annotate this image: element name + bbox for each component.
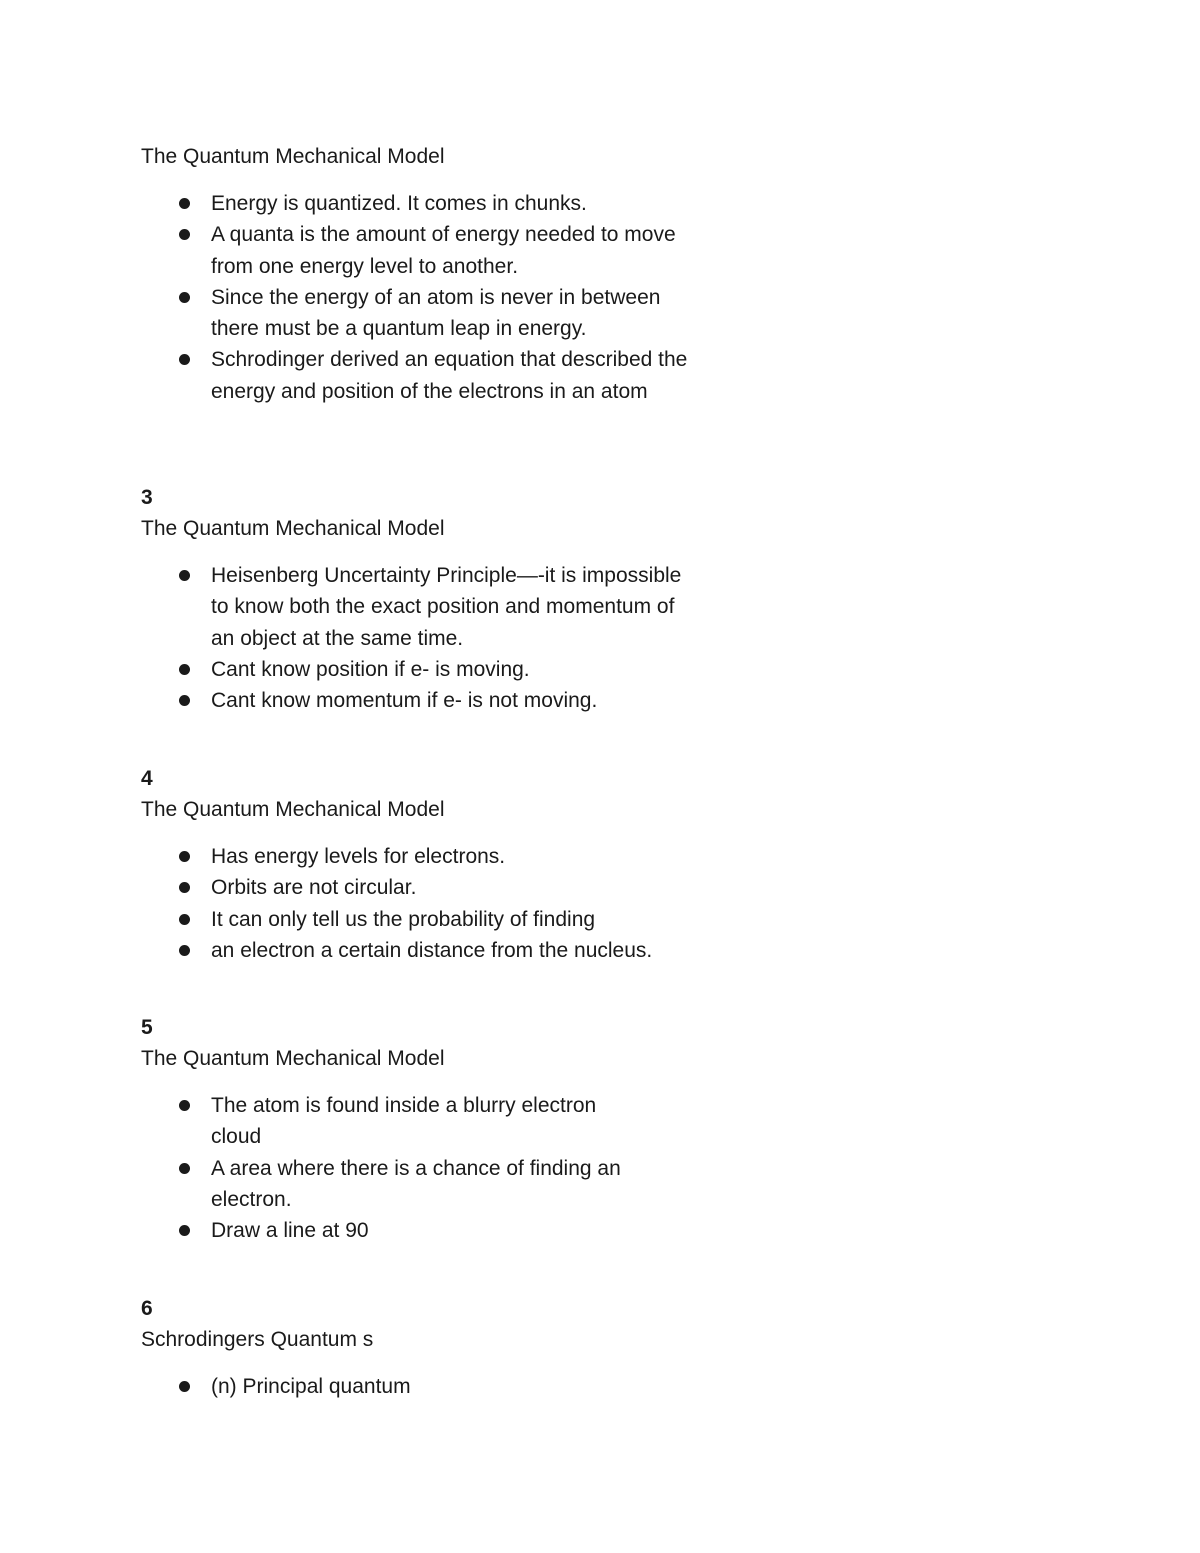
bullet-dot-icon <box>179 1225 190 1236</box>
list-item: A quanta is the amount of energy needed to move from one energy level to another. <box>141 219 701 282</box>
section-6 <box>141 1293 781 1402</box>
list-item: Orbits are not circular. <box>141 872 741 903</box>
section-5 <box>141 1012 781 1246</box>
bullet-dot-icon <box>179 1381 190 1392</box>
section-title: The Quantum Mechanical Model <box>141 1047 445 1070</box>
list-item: The atom is found inside a blurry electron cloud <box>141 1090 651 1153</box>
list-item: Schrodinger derived an equation that described the energy and position of the electrons in an atom <box>141 344 691 407</box>
bullet-dot-icon <box>179 664 190 675</box>
bullet-dot-icon <box>179 1163 190 1174</box>
bullet-dot-icon <box>179 1100 190 1111</box>
bullet-dot-icon <box>179 851 190 862</box>
list-item: It can only tell us the probability of finding <box>141 904 741 935</box>
section-4 <box>141 763 781 966</box>
list-item: Cant know momentum if e- is not moving. <box>141 685 701 716</box>
list-item: Heisenberg Uncertainty Principle—-it is impossible to know both the exact position and momentum of an object at the same time. <box>141 560 701 654</box>
list-item: Cant know position if e- is moving. <box>141 654 701 685</box>
slide-number: 6 <box>141 1297 153 1320</box>
bullet-dot-icon <box>179 914 190 925</box>
section-3 <box>141 482 781 716</box>
list-item: Energy is quantized. It comes in chunks. <box>141 188 701 219</box>
section-1 <box>141 141 781 407</box>
slide-number: 5 <box>141 1016 153 1039</box>
section-title: The Quantum Mechanical Model <box>141 798 445 821</box>
list-item: Has energy levels for electrons. <box>141 841 741 872</box>
bullet-dot-icon <box>179 229 190 240</box>
slide-number: 3 <box>141 486 153 509</box>
list-item: Draw a line at 90 <box>141 1215 681 1246</box>
bullet-list <box>141 188 701 407</box>
list-item: an electron a certain distance from the nucleus. <box>141 935 741 966</box>
bullet-list <box>141 1371 701 1402</box>
bullet-dot-icon <box>179 695 190 706</box>
section-title: The Quantum Mechanical Model <box>141 145 445 168</box>
bullet-dot-icon <box>179 292 190 303</box>
section-title: Schrodingers Quantum s <box>141 1328 374 1351</box>
bullet-dot-icon <box>179 570 190 581</box>
section-title: The Quantum Mechanical Model <box>141 517 445 540</box>
bullet-list <box>141 560 701 716</box>
list-item: Since the energy of an atom is never in between there must be a quantum leap in energy. <box>141 282 701 345</box>
bullet-list <box>141 1090 681 1246</box>
bullet-dot-icon <box>179 354 190 365</box>
bullet-list <box>141 841 741 966</box>
bullet-dot-icon <box>179 882 190 893</box>
bullet-dot-icon <box>179 198 190 209</box>
bullet-dot-icon <box>179 945 190 956</box>
list-item: A area where there is a chance of finding an electron. <box>141 1153 681 1216</box>
list-item: (n) Principal quantum <box>141 1371 701 1402</box>
slide-number: 4 <box>141 767 153 790</box>
